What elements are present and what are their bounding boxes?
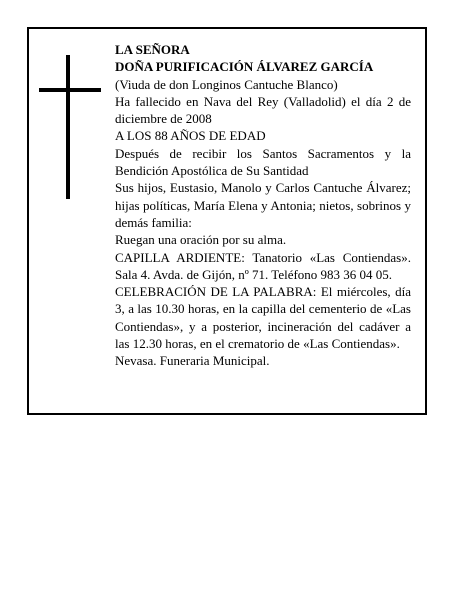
obituary-notice: [27, 27, 427, 415]
cross-vertical-bar: [66, 55, 70, 199]
prayer-line: Ruegan una oración por su alma.: [115, 232, 287, 248]
sacraments-line: Después de recibir los Santos Sacramentos y la Bendición Apostólica de Su Santidad: [115, 145, 411, 179]
cross-horizontal-bar: [39, 88, 101, 92]
cross-icon: [39, 55, 101, 199]
family-line: Sus hijos, Eustasio, Manolo y Carlos Cantuche Álvarez; hijas políticas, María Elena y Antonia; nietos, sobrinos y demás familia:: [115, 180, 411, 230]
death-line: Ha fallecido en Nava del Rey (Valladolid) el día 2 de diciembre de 2008: [115, 93, 411, 127]
notice-heading: LA SEÑORA: [115, 42, 190, 57]
widow-line: (Viuda de don Longinos Cantuche Blanco): [115, 76, 338, 92]
ceremony-line: CELEBRACIÓN DE LA PALABRA: El miércoles, día 3, a las 10.30 horas, en la capilla del cementerio de «Las Contiendas», y a posterior, incineración del cadáver a las 12.30 horas, en el crematorio de «Las Contiendas».: [115, 284, 411, 352]
age-line: A LOS 88 AÑOS DE EDAD: [115, 128, 266, 144]
deceased-name: DOÑA PURIFICACIÓN ÁLVAREZ GARCÍA: [115, 59, 374, 75]
notice-text: [115, 41, 411, 370]
chapel-line: CAPILLA ARDIENTE: Tanatorio «Las Contiendas». Sala 4. Avda. de Gijón, nº 71. Teléfono 983 36 04 05.: [115, 249, 411, 282]
closing-line: Nevasa. Funeraria Municipal.: [115, 353, 270, 369]
